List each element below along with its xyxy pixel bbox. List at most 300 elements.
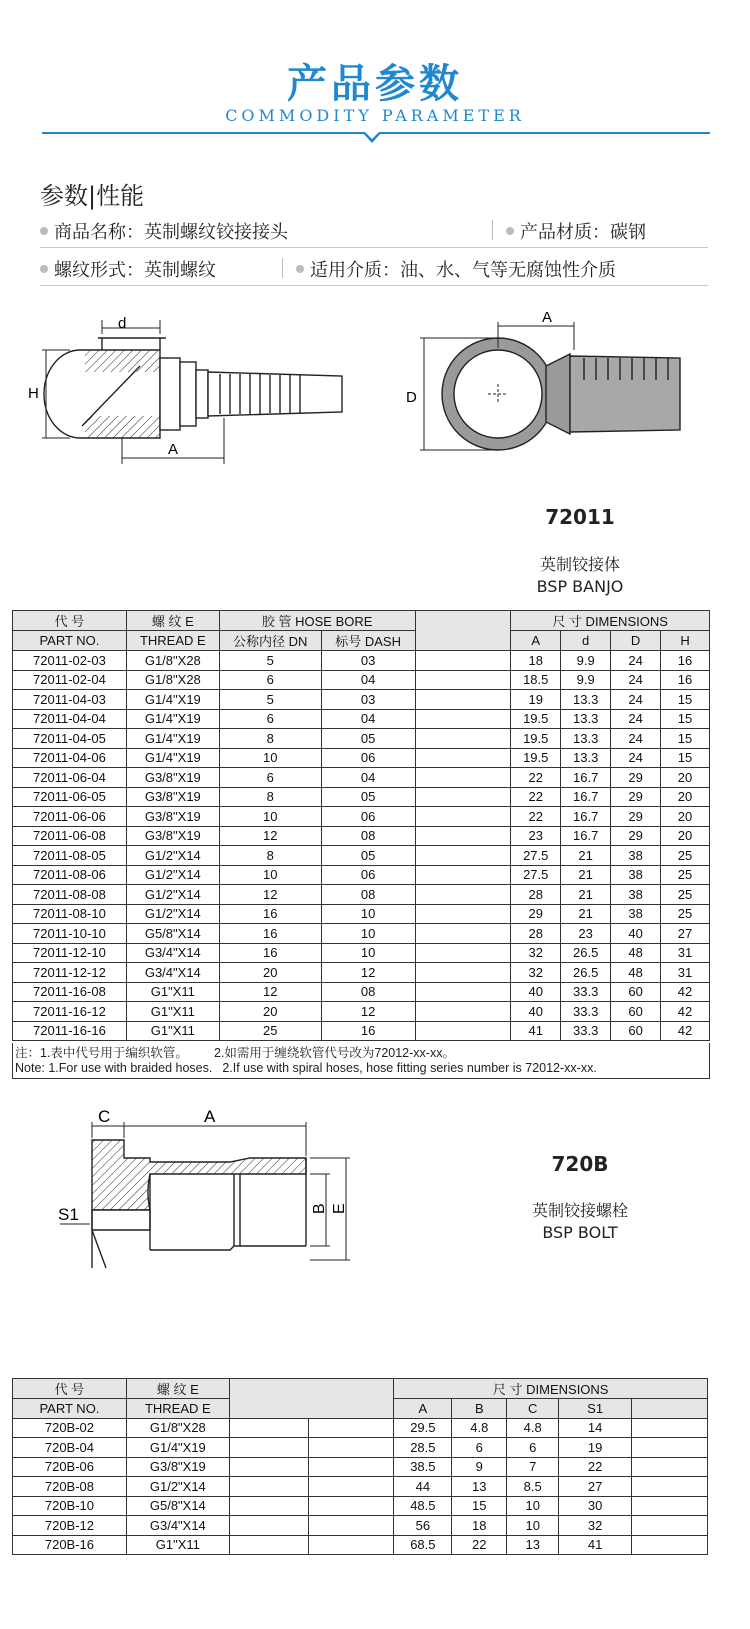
- table-cell: 19: [559, 1438, 632, 1458]
- note-cn-1: 注：1.表中代号用于编织软管。: [15, 1046, 188, 1060]
- banjo-side-drawing: [20, 310, 370, 470]
- table-cell: [229, 1535, 308, 1555]
- table-cell: [308, 1496, 394, 1516]
- page-subtitle: COMMODITY PARAMETER: [225, 106, 525, 125]
- table-cell: 13: [452, 1477, 507, 1497]
- bolt-col-dimensions: 尺 寸 DIMENSIONS: [394, 1379, 708, 1399]
- bullet-icon: [296, 265, 304, 273]
- table-cell: 72011-04-04: [13, 709, 127, 729]
- page-header: [0, 0, 750, 160]
- table-cell: 10: [321, 904, 415, 924]
- bolt-table-body: [13, 1418, 708, 1555]
- table-cell: 20: [661, 826, 710, 846]
- spec-thread-type: [40, 256, 216, 282]
- table-cell: [415, 826, 511, 846]
- table-cell: 12: [219, 826, 321, 846]
- table-row: [13, 1002, 710, 1022]
- note-en: [15, 1061, 707, 1076]
- spec-row-2: [40, 250, 708, 286]
- table-row: [13, 865, 710, 885]
- note-en-2: 2.If use with spiral hoses, hose fitting series number is 72012-xx-xx.: [222, 1061, 597, 1075]
- table-cell: [415, 904, 511, 924]
- table-cell: 12: [219, 982, 321, 1002]
- table-cell: 16.7: [561, 807, 611, 827]
- table-cell: 16.7: [561, 768, 611, 788]
- table-cell: 16: [321, 1021, 415, 1041]
- table-cell: 60: [611, 1002, 661, 1022]
- bolt-label-a: A: [204, 1107, 216, 1126]
- table-row: [13, 924, 710, 944]
- col-a: A: [511, 631, 561, 651]
- table-cell: 04: [321, 768, 415, 788]
- banjo-name: [520, 554, 640, 598]
- spec-material: [506, 218, 646, 244]
- table-row: [13, 846, 710, 866]
- table-cell: [308, 1516, 394, 1536]
- table-cell: 38: [611, 846, 661, 866]
- table-cell: 21: [561, 904, 611, 924]
- table-cell: 16.7: [561, 826, 611, 846]
- table-cell: G1/2"X14: [126, 865, 219, 885]
- table-cell: 33.3: [561, 982, 611, 1002]
- table-cell: [229, 1418, 308, 1438]
- table-cell: 56: [394, 1516, 452, 1536]
- bullet-icon: [40, 227, 48, 235]
- table-cell: 22: [559, 1457, 632, 1477]
- table-cell: [415, 963, 511, 983]
- col-dn: 公称内径 DN: [219, 631, 321, 651]
- table-cell: 10: [219, 865, 321, 885]
- table-cell: 03: [321, 690, 415, 710]
- bolt-table: [12, 1378, 708, 1555]
- bolt-col-thread-en: THREAD E: [126, 1399, 229, 1419]
- bullet-icon: [506, 227, 514, 235]
- table-row: [13, 1021, 710, 1041]
- table-cell: 13.3: [561, 748, 611, 768]
- table-cell: 60: [611, 1021, 661, 1041]
- table-row: [13, 768, 710, 788]
- col-dimensions: 尺 寸 DIMENSIONS: [511, 611, 710, 631]
- table-cell: [415, 651, 511, 671]
- table-cell: 72011-16-12: [13, 1002, 127, 1022]
- table-cell: 16.7: [561, 787, 611, 807]
- table-row: [13, 1516, 708, 1536]
- table-cell: 21: [561, 865, 611, 885]
- table-cell: 08: [321, 885, 415, 905]
- table-cell: 24: [611, 729, 661, 749]
- table-cell: 72011-02-04: [13, 670, 127, 690]
- table-cell: G3/8"X19: [126, 768, 219, 788]
- table-cell: 6: [452, 1438, 507, 1458]
- table-cell: 27: [661, 924, 710, 944]
- table-row: [13, 943, 710, 963]
- bolt-name: [515, 1200, 645, 1244]
- table-cell: [632, 1535, 708, 1555]
- table-cell: G3/4"X14: [126, 943, 219, 963]
- dim-label-h: H: [28, 385, 39, 402]
- table-cell: 05: [321, 787, 415, 807]
- table-cell: [308, 1438, 394, 1458]
- table-cell: 72011-08-05: [13, 846, 127, 866]
- table-cell: 33.3: [561, 1021, 611, 1041]
- table-cell: 10: [219, 807, 321, 827]
- table-cell: 72011-08-10: [13, 904, 127, 924]
- table-cell: 20: [661, 768, 710, 788]
- spec-row-1: [40, 212, 708, 248]
- table-cell: G1/4"X19: [126, 1438, 229, 1458]
- table-cell: G1/4"X19: [126, 690, 219, 710]
- table-cell: 16: [219, 904, 321, 924]
- table-cell: [308, 1457, 394, 1477]
- table-cell: 19.5: [511, 729, 561, 749]
- dim-label-a2: A: [542, 309, 553, 326]
- spec-separator: [282, 258, 283, 278]
- table-cell: [632, 1438, 708, 1458]
- table-cell: 72011-16-16: [13, 1021, 127, 1041]
- bolt-col-part-en: PART NO.: [13, 1399, 127, 1419]
- table-cell: 10: [219, 748, 321, 768]
- table-cell: 28: [511, 924, 561, 944]
- table-cell: [415, 768, 511, 788]
- dim-label-a: A: [168, 441, 179, 458]
- table-cell: 9.9: [561, 651, 611, 671]
- bolt-col-part-cn: 代 号: [13, 1379, 127, 1399]
- table-cell: G1/4"X19: [126, 729, 219, 749]
- table-cell: 8.5: [507, 1477, 559, 1497]
- table-cell: 40: [511, 1002, 561, 1022]
- table-cell: 25: [661, 904, 710, 924]
- table-cell: 28: [511, 885, 561, 905]
- table-cell: 42: [661, 1002, 710, 1022]
- table-cell: [632, 1496, 708, 1516]
- table-cell: G1/2"X14: [126, 904, 219, 924]
- table-cell: 8: [219, 787, 321, 807]
- bolt-name-cn: 英制铰接螺栓: [531, 1201, 628, 1220]
- table-cell: 22: [511, 768, 561, 788]
- table-cell: 72011-08-06: [13, 865, 127, 885]
- table-cell: 27: [559, 1477, 632, 1497]
- table-row: [13, 670, 710, 690]
- bolt-col-blank: [229, 1379, 394, 1419]
- table-cell: 33.3: [561, 1002, 611, 1022]
- title-arrow-inner: [365, 132, 379, 139]
- table-cell: 31: [661, 963, 710, 983]
- table-cell: [415, 690, 511, 710]
- bolt-label-s1: S1: [58, 1205, 79, 1224]
- table-row: [13, 904, 710, 924]
- table-cell: [308, 1477, 394, 1497]
- table-cell: 18: [452, 1516, 507, 1536]
- table-row: [13, 1496, 708, 1516]
- table-row: [13, 748, 710, 768]
- table-cell: [415, 670, 511, 690]
- table-cell: 21: [561, 846, 611, 866]
- bolt-model: 720B: [551, 1152, 609, 1176]
- table-cell: 72011-04-03: [13, 690, 127, 710]
- table-cell: 25: [661, 885, 710, 905]
- bolt-label-b: B: [311, 1203, 328, 1214]
- table-cell: [415, 865, 511, 885]
- table-cell: 06: [321, 807, 415, 827]
- table-cell: G1/4"X19: [126, 709, 219, 729]
- banjo-model: 72011: [545, 505, 615, 529]
- table-cell: 29: [511, 904, 561, 924]
- table-cell: 18: [511, 651, 561, 671]
- table-cell: [415, 729, 511, 749]
- bolt-label-e: E: [331, 1203, 348, 1214]
- table-cell: [415, 846, 511, 866]
- table-cell: 29: [611, 768, 661, 788]
- table-cell: 6: [219, 709, 321, 729]
- banjo-front-drawing: [400, 300, 700, 460]
- col-thread-cn: 螺 纹 E: [126, 611, 219, 631]
- table-row: [13, 963, 710, 983]
- table-cell: 68.5: [394, 1535, 452, 1555]
- table-cell: [415, 982, 511, 1002]
- table-cell: 15: [661, 748, 710, 768]
- table-cell: 15: [661, 729, 710, 749]
- table-cell: 72011-12-12: [13, 963, 127, 983]
- table-cell: 32: [511, 963, 561, 983]
- table-cell: G1/8"X28: [126, 1418, 229, 1438]
- table-cell: 05: [321, 729, 415, 749]
- table-cell: 27.5: [511, 846, 561, 866]
- table-cell: 40: [511, 982, 561, 1002]
- table-cell: 06: [321, 748, 415, 768]
- table-cell: 7: [507, 1457, 559, 1477]
- table-cell: 72011-12-10: [13, 943, 127, 963]
- table-cell: 12: [321, 1002, 415, 1022]
- table-cell: 720B-16: [13, 1535, 127, 1555]
- table-cell: 24: [611, 690, 661, 710]
- table-cell: [308, 1535, 394, 1555]
- table-cell: [632, 1477, 708, 1497]
- table-cell: 72011-04-06: [13, 748, 127, 768]
- spec-medium: [296, 256, 616, 282]
- table-cell: 29: [611, 826, 661, 846]
- bolt-table-header-1: [13, 1379, 708, 1399]
- table-cell: [229, 1438, 308, 1458]
- table-cell: [415, 885, 511, 905]
- table-cell: 38.5: [394, 1457, 452, 1477]
- table-row: [13, 982, 710, 1002]
- table-cell: 22: [511, 787, 561, 807]
- table-cell: G3/8"X19: [126, 807, 219, 827]
- table-cell: 6: [219, 670, 321, 690]
- table-cell: 10: [507, 1516, 559, 1536]
- table-cell: 5: [219, 651, 321, 671]
- table-cell: 18.5: [511, 670, 561, 690]
- table-cell: 10: [321, 924, 415, 944]
- spec-separator: [492, 220, 493, 240]
- table-cell: 48: [611, 943, 661, 963]
- table-cell: [415, 807, 511, 827]
- col-d-large: D: [611, 631, 661, 651]
- table-cell: G1/2"X14: [126, 885, 219, 905]
- table-cell: 08: [321, 826, 415, 846]
- col-d-small: d: [561, 631, 611, 651]
- spec-product-name-text: 商品名称：英制螺纹铰接接头: [54, 222, 288, 243]
- dim-label-d: d: [118, 315, 127, 332]
- table-cell: 21: [561, 885, 611, 905]
- bolt-col-extra: [632, 1399, 708, 1419]
- table-cell: 9: [452, 1457, 507, 1477]
- table-cell: [415, 748, 511, 768]
- table-cell: 4.8: [452, 1418, 507, 1438]
- banjo-table-header-2: [13, 631, 710, 651]
- table-cell: 19.5: [511, 709, 561, 729]
- table-cell: 15: [661, 709, 710, 729]
- table-cell: 72011-06-08: [13, 826, 127, 846]
- table-cell: [229, 1496, 308, 1516]
- table-cell: 22: [452, 1535, 507, 1555]
- table-cell: 24: [611, 748, 661, 768]
- bullet-icon: [40, 265, 48, 273]
- bolt-col-a: A: [394, 1399, 452, 1419]
- table-cell: 25: [661, 865, 710, 885]
- note-cn-2: 2.如需用于缠绕软管代号改为72012-xx-xx。: [213, 1046, 455, 1060]
- table-cell: 720B-10: [13, 1496, 127, 1516]
- table-cell: 16: [661, 670, 710, 690]
- table-cell: 23: [561, 924, 611, 944]
- table-cell: 72011-06-04: [13, 768, 127, 788]
- table-cell: 42: [661, 982, 710, 1002]
- col-hose-bore: 胶 管 HOSE BORE: [219, 611, 415, 631]
- table-cell: G5/8"X14: [126, 924, 219, 944]
- table-row: [13, 651, 710, 671]
- table-cell: 16: [219, 924, 321, 944]
- spec-section-title: 参数|性能: [40, 182, 145, 210]
- table-cell: 29: [611, 807, 661, 827]
- table-cell: 13.3: [561, 709, 611, 729]
- table-cell: 32: [511, 943, 561, 963]
- table-cell: 720B-06: [13, 1457, 127, 1477]
- table-cell: G3/8"X19: [126, 787, 219, 807]
- table-cell: [415, 1021, 511, 1041]
- bolt-col-s1: S1: [559, 1399, 632, 1419]
- table-cell: 30: [559, 1496, 632, 1516]
- table-cell: 48.5: [394, 1496, 452, 1516]
- table-cell: 24: [611, 670, 661, 690]
- table-cell: G3/4"X14: [126, 1516, 229, 1536]
- table-row: [13, 1438, 708, 1458]
- table-cell: 12: [219, 885, 321, 905]
- table-cell: 72011-16-08: [13, 982, 127, 1002]
- col-part-en: PART NO.: [13, 631, 127, 651]
- table-cell: 20: [661, 787, 710, 807]
- table-cell: [415, 709, 511, 729]
- table-cell: G1/8"X28: [126, 651, 219, 671]
- bolt-col-c: C: [507, 1399, 559, 1419]
- table-cell: 720B-12: [13, 1516, 127, 1536]
- banjo-name-en: BSP BANJO: [536, 577, 624, 596]
- table-cell: 38: [611, 885, 661, 905]
- bolt-drawing: [50, 1100, 370, 1280]
- table-cell: 48: [611, 963, 661, 983]
- table-cell: 6: [507, 1438, 559, 1458]
- table-cell: 40: [611, 924, 661, 944]
- table-cell: 24: [611, 709, 661, 729]
- table-cell: 31: [661, 943, 710, 963]
- table-cell: [632, 1516, 708, 1536]
- table-cell: [632, 1457, 708, 1477]
- table-cell: [632, 1418, 708, 1438]
- table-cell: 20: [219, 1002, 321, 1022]
- table-row: [13, 709, 710, 729]
- table-cell: 72011-06-05: [13, 787, 127, 807]
- table-cell: 16: [219, 943, 321, 963]
- table-cell: 72011-10-10: [13, 924, 127, 944]
- table-cell: [229, 1477, 308, 1497]
- table-cell: 24: [611, 651, 661, 671]
- table-cell: 41: [511, 1021, 561, 1041]
- table-cell: 25: [661, 846, 710, 866]
- table-cell: 72011-06-06: [13, 807, 127, 827]
- bolt-col-thread-cn: 螺 纹 E: [126, 1379, 229, 1399]
- table-cell: 72011-08-08: [13, 885, 127, 905]
- table-cell: 6: [219, 768, 321, 788]
- table-cell: 05: [321, 846, 415, 866]
- table-cell: 20: [219, 963, 321, 983]
- table-cell: [229, 1457, 308, 1477]
- table-cell: 16: [661, 651, 710, 671]
- table-cell: [308, 1418, 394, 1438]
- table-cell: G3/8"X19: [126, 826, 219, 846]
- table-row: [13, 787, 710, 807]
- bolt-name-en: BSP BOLT: [542, 1223, 618, 1242]
- table-cell: 15: [452, 1496, 507, 1516]
- page-title: 产品参数: [287, 61, 463, 107]
- table-row: [13, 826, 710, 846]
- table-cell: 25: [219, 1021, 321, 1041]
- table-cell: G1/2"X14: [126, 846, 219, 866]
- table-row: [13, 885, 710, 905]
- table-cell: G3/8"X19: [126, 1457, 229, 1477]
- table-cell: 72011-04-05: [13, 729, 127, 749]
- table-cell: 27.5: [511, 865, 561, 885]
- table-row: [13, 1535, 708, 1555]
- table-cell: 04: [321, 709, 415, 729]
- banjo-table-header-1: [13, 611, 710, 631]
- table-cell: 19.5: [511, 748, 561, 768]
- table-cell: 15: [661, 690, 710, 710]
- table-row: [13, 690, 710, 710]
- table-cell: 13.3: [561, 690, 611, 710]
- table-cell: 8: [219, 846, 321, 866]
- table-cell: 29.5: [394, 1418, 452, 1438]
- table-cell: 9.9: [561, 670, 611, 690]
- table-cell: 14: [559, 1418, 632, 1438]
- table-cell: [229, 1516, 308, 1536]
- table-cell: G1"X11: [126, 1535, 229, 1555]
- table-cell: 5: [219, 690, 321, 710]
- table-cell: 03: [321, 651, 415, 671]
- spec-material-text: 产品材质：碳钢: [520, 222, 646, 243]
- col-thread-en: THREAD E: [126, 631, 219, 651]
- table-cell: 26.5: [561, 963, 611, 983]
- table-cell: 19: [511, 690, 561, 710]
- banjo-table-body: [13, 651, 710, 1041]
- table-cell: 28.5: [394, 1438, 452, 1458]
- table-cell: 4.8: [507, 1418, 559, 1438]
- spec-product-name: [40, 218, 288, 244]
- banjo-table: [12, 610, 710, 1041]
- table-cell: 720B-08: [13, 1477, 127, 1497]
- dim-label-d2: D: [406, 389, 417, 406]
- table-cell: [415, 1002, 511, 1022]
- banjo-notes: [12, 1043, 710, 1079]
- bolt-label-c: C: [98, 1107, 111, 1126]
